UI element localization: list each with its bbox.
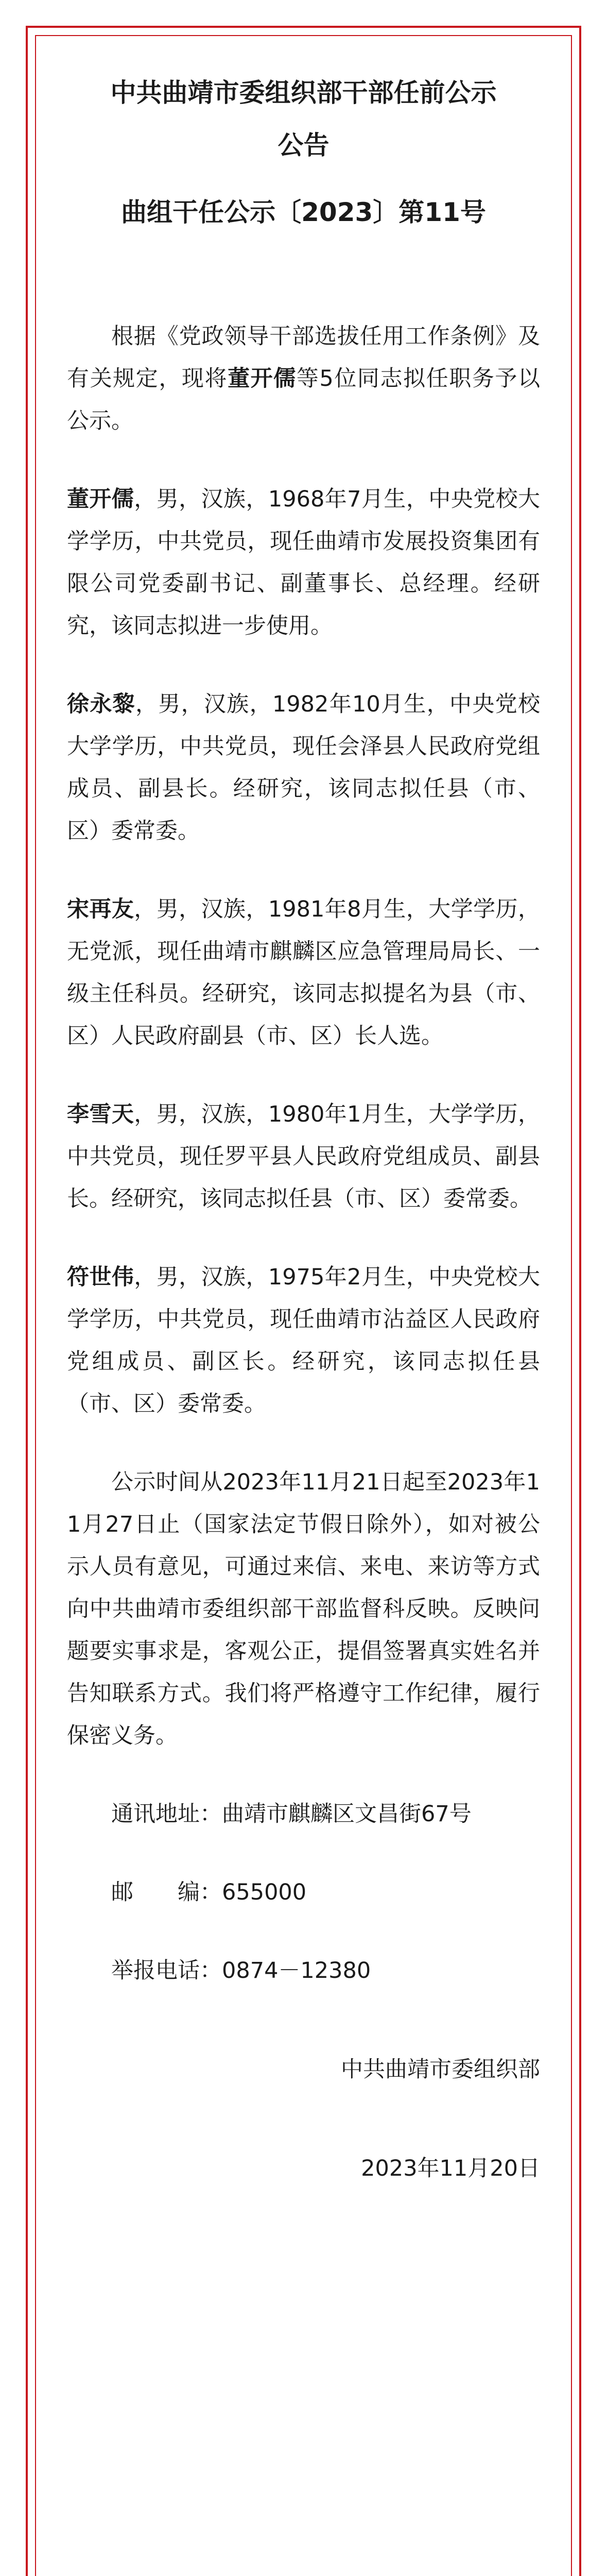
- candidate-name: 李雪天: [67, 1101, 134, 1127]
- intro-after: 等5位同志拟任职务予以公示。: [67, 366, 541, 434]
- signature-organization: 中共曲靖市委组织部: [341, 2057, 540, 2082]
- intro-paragraph: [67, 315, 540, 442]
- intro-before: 根据《党政领导干部选拔任用工作条例》及有关规定，现将: [67, 324, 540, 392]
- announcement-title: 中共曲靖市委组织部干部任前公示: [110, 78, 497, 108]
- candidate-paragraph-3: [67, 888, 540, 1057]
- candidate-name: 董开儒: [67, 486, 134, 512]
- candidate-paragraph-2: [67, 683, 540, 852]
- notice-paragraph: 公示时间从2023年11月21日起至2023年11月27日止（国家法定节假日除外），如对被公示人员有意见，可通过来信、来电、来访等方式向中共曲靖市委组织部干部监督科反映。反映问题要实事求是，客观公正，提倡签署真实姓名并告知联系方式。我们将严格遵守工作纪律，履行保密义务。: [67, 1469, 540, 1749]
- candidate-name: 徐永黎: [67, 691, 135, 717]
- candidate-details: ，男，汉族，1982年10月生，中央党校大学学历，中共党员，现任会泽县人民政府党组成员、副县长。经研究，该同志拟任县（市、区）委常委。: [67, 691, 541, 844]
- candidate-details: ，男，汉族，1981年8月生，大学学历，无党派，现任曲靖市麒麟区应急管理局局长、一级主任科员。经研究，该同志拟提名为县（市、区）人民政府副县（市、区）长人选。: [67, 896, 540, 1049]
- contact-hotline: [67, 1950, 540, 1992]
- zip-colon: ：: [200, 1879, 222, 1905]
- address-value: 曲靖市麒麟区文昌街67号: [222, 1801, 472, 1827]
- address-label: 通讯地址：: [111, 1801, 222, 1827]
- contact-address: [67, 1793, 540, 1835]
- signature-date: 2023年11月20日: [361, 2156, 540, 2181]
- hotline-label: 举报电话：: [111, 1958, 222, 1984]
- candidate-details: ，男，汉族，1980年1月生，大学学历，中共党员，现任罗平县人民政府党组成员、副县长。经研究，该同志拟任县（市、区）委常委。: [67, 1101, 540, 1212]
- announcement-body: [67, 67, 540, 2190]
- document-number: 曲组干任公示〔2023〕第11号: [121, 197, 486, 227]
- candidate-paragraph-1: [67, 478, 540, 647]
- announcement-subtitle: 公告: [278, 130, 329, 160]
- candidate-details: ，男，汉族，1968年7月生，中央党校大学学历，中共党员，现任曲靖市发展投资集团有限公司党委副书记、副董事长、总经理。经研究，该同志拟进一步使用。: [67, 486, 540, 639]
- zip-value: 655000: [222, 1879, 307, 1905]
- candidate-name: 符世伟: [67, 1264, 134, 1290]
- candidate-paragraph-5: [67, 1256, 540, 1425]
- hotline-value: 0874－12380: [222, 1958, 371, 1984]
- candidate-paragraph-4: [67, 1093, 540, 1220]
- contact-zip: [67, 1871, 540, 1913]
- candidate-details: ，男，汉族，1975年2月生，中央党校大学学历，中共党员，现任曲靖市沾益区人民政府党组成员、副区长。经研究，该同志拟任县（市、区）委常委。: [67, 1264, 540, 1417]
- intro-highlight-name: 董开儒: [228, 366, 297, 392]
- zip-label: 邮编: [111, 1879, 200, 1905]
- candidate-name: 宋再友: [67, 896, 134, 922]
